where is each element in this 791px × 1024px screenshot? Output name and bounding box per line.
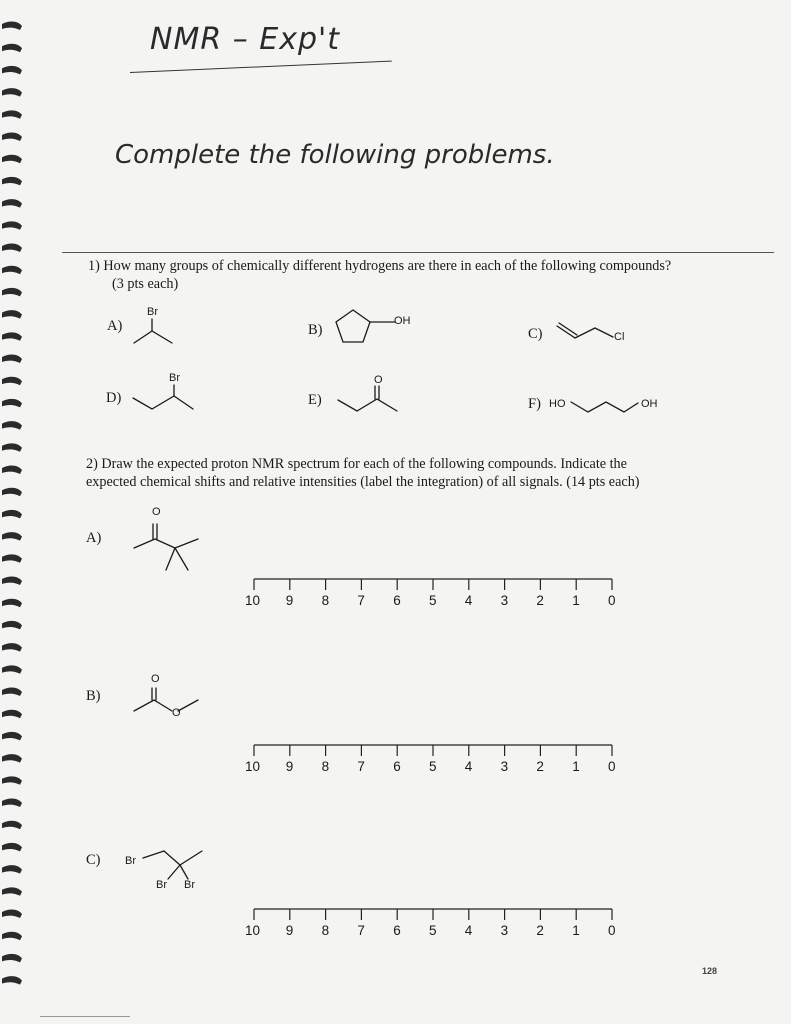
binding-coil: [2, 266, 22, 274]
atom-br-2c-2: Br: [156, 879, 167, 891]
structure-1d: [130, 375, 200, 415]
bottom-edge-line: [40, 1016, 130, 1017]
nmr-tick-label: 8: [321, 593, 330, 608]
nmr-tick-label: 7: [357, 759, 365, 774]
atom-oh-1b: OH: [394, 315, 411, 327]
binding-coil: [2, 399, 22, 407]
structure-1f: [568, 397, 648, 417]
q2-label-a: A): [86, 530, 102, 546]
binding-coil: [2, 466, 22, 474]
nmr-tick-label: 10: [245, 759, 261, 774]
atom-br-2c-3: Br: [184, 879, 195, 891]
nmr-tick-label: 9: [285, 593, 294, 608]
binding-coil: [2, 155, 22, 163]
binding-coil: [2, 643, 22, 651]
section-divider: [62, 252, 774, 253]
binding-coil: [2, 887, 22, 895]
binding-coil: [2, 821, 22, 829]
q1-label-e: E): [308, 392, 322, 408]
page-title: NMR – Exp't: [150, 22, 341, 57]
nmr-tick-label: 7: [357, 923, 365, 938]
question-1-text: 1) How many groups of chemically different hydrogens are there in each of the following compounds?: [88, 258, 672, 274]
binding-coil: [2, 754, 22, 762]
binding-coil: [2, 732, 22, 740]
binding-coil: [2, 44, 22, 52]
binding-coil: [2, 66, 22, 74]
structure-2b: [130, 678, 210, 728]
nmr-tick-label: 3: [500, 923, 509, 938]
structure-2c: [140, 845, 210, 890]
question-2-text-line2: expected chemical shifts and relative intensities (label the integration) of all signals. (14 pts each): [86, 474, 640, 490]
binding-coil: [2, 332, 22, 340]
question-2-text-line1: 2) Draw the expected proton NMR spectrum for each of the following compounds. Indicate the: [86, 456, 627, 472]
binding-coil: [2, 110, 22, 118]
binding-coil: [2, 288, 22, 296]
nmr-tick-label: 0: [608, 593, 616, 608]
nmr-tick-label: 7: [357, 593, 365, 608]
binding-coil: [2, 377, 22, 385]
atom-br-1a: Br: [147, 306, 158, 318]
atom-o-carbonyl-2b: O: [151, 673, 160, 685]
binding-coil: [2, 688, 22, 696]
q1-label-a: A): [107, 318, 123, 334]
nmr-tick-label: 1: [572, 593, 580, 608]
nmr-tick-label: 6: [393, 923, 401, 938]
nmr-tick-label: 3: [500, 759, 509, 774]
nmr-tick-label: 2: [536, 923, 544, 938]
binding-coil: [2, 133, 22, 141]
atom-ho-1f: HO: [549, 398, 566, 410]
atom-br-2c-1: Br: [125, 855, 136, 867]
atom-o-ester-2b: O: [172, 707, 181, 719]
binding-coil: [2, 599, 22, 607]
page-number: 128: [702, 966, 718, 976]
binding-coil: [2, 199, 22, 207]
nmr-tick-label: 10: [245, 593, 261, 608]
binding-coil: [2, 932, 22, 940]
title-underline: [130, 61, 392, 73]
nmr-tick-label: 4: [464, 759, 473, 774]
nmr-tick-label: 6: [393, 593, 401, 608]
binding-coil: [2, 88, 22, 96]
nmr-tick-label: 10: [245, 923, 261, 938]
q1-label-d: D): [106, 390, 122, 406]
binding-coil: [2, 177, 22, 185]
q1-label-c: C): [528, 326, 543, 342]
binding-coil: [2, 310, 22, 318]
atom-cl-1c: Cl: [614, 331, 625, 343]
nmr-tick-label: 1: [572, 923, 580, 938]
binding-coil: [2, 954, 22, 962]
binding-coil: [2, 22, 22, 30]
q2-label-c: C): [86, 852, 101, 868]
nmr-tick-label: 9: [285, 923, 294, 938]
structure-2a: [130, 512, 210, 582]
binding-coil: [2, 776, 22, 784]
nmr-tick-label: 2: [536, 759, 544, 774]
nmr-tick-label: 8: [321, 923, 330, 938]
nmr-tick-label: 4: [464, 593, 473, 608]
q2-label-b: B): [86, 688, 101, 704]
binding-coil: [2, 843, 22, 851]
binding-coil: [2, 554, 22, 562]
atom-o-2a: O: [152, 506, 161, 518]
binding-coil: [2, 577, 22, 585]
structure-1b: [335, 307, 405, 347]
binding-coil: [2, 799, 22, 807]
question-1-points: (3 pts each): [112, 276, 179, 292]
instruction-text: Complete the following problems.: [115, 140, 555, 170]
nmr-tick-label: 0: [608, 923, 616, 938]
nmr-tick-label: 3: [500, 593, 509, 608]
q1-label-b: B): [308, 322, 323, 338]
nmr-tick-label: 0: [608, 759, 616, 774]
binding-coil: [2, 532, 22, 540]
spiral-binding: [0, 0, 28, 1024]
nmr-tick-label: 1: [572, 759, 580, 774]
binding-coil: [2, 244, 22, 252]
nmr-tick-label: 8: [321, 759, 330, 774]
structure-1e: [335, 380, 405, 416]
q1-label-f: F): [528, 396, 541, 412]
nmr-tick-label: 5: [429, 923, 437, 938]
binding-coil: [2, 865, 22, 873]
binding-coil: [2, 976, 22, 984]
binding-coil: [2, 910, 22, 918]
nmr-tick-label: 5: [429, 593, 437, 608]
nmr-tick-label: 6: [393, 759, 401, 774]
binding-coil: [2, 510, 22, 518]
nmr-tick-label: 2: [536, 593, 544, 608]
binding-coil: [2, 355, 22, 363]
binding-coil: [2, 488, 22, 496]
binding-coil: [2, 221, 22, 229]
binding-coil: [2, 665, 22, 673]
binding-coil: [2, 710, 22, 718]
nmr-tick-label: 9: [285, 759, 294, 774]
atom-o-1e: O: [374, 374, 383, 386]
nmr-tick-label: 5: [429, 759, 437, 774]
atom-oh-1f: OH: [641, 398, 658, 410]
binding-coil: [2, 443, 22, 451]
binding-coil: [2, 421, 22, 429]
binding-coil: [2, 621, 22, 629]
nmr-tick-label: 4: [464, 923, 473, 938]
atom-br-1d: Br: [169, 372, 180, 384]
